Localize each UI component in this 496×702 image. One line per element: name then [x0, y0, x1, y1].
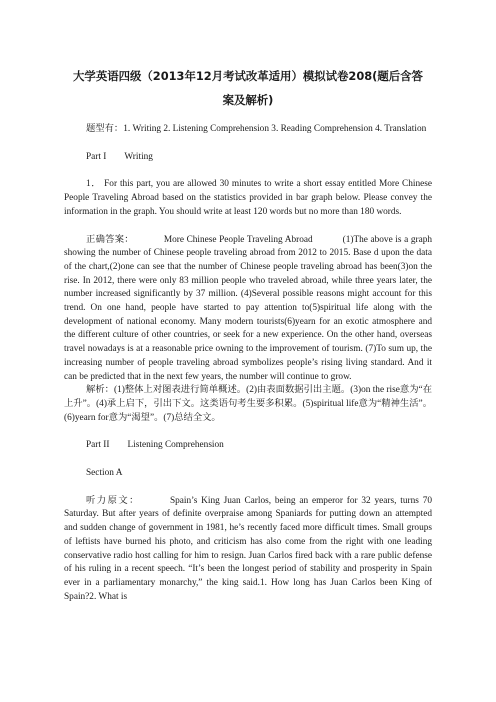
transcript-paragraph	[64, 495, 432, 605]
transcript-body: Spain’s King Juan Carlos, being an emperor for 32 years, turns 70 Saturday. But after years of definite overpraise among Spaniards for putting down an attempted and sudden change of government in 1981, he’s recently faced more difficult times. Small groups of leftists have burned his photo, and criticism has also come from the right with one leading conservative radio host calling for him to resign. Juan Carlos fired back with a rare public defense of his ruling in a recent speech. “It’s been the longest period of stability and prosperity in Spain ever in a parliamentary monarchy,” the king said.1. How long has Juan Carlos been King of Spain?2. What is	[64, 495, 432, 602]
question-types	[64, 123, 432, 137]
title-line-1: 大学英语四级（2013年12月考试改革适用）模拟试卷208(题后含答	[73, 69, 423, 83]
title-line-2: 案及解析)	[222, 93, 274, 107]
question-1: 1． For this part, you are allowed 30 minutes to write a short essay entitled More Chinese People Traveling Abroad based on the statistics provided in bar graph below. Please convey the information in the graph. You should write at least 120 words but no more than 180 words.	[64, 179, 432, 217]
answer-label: 正确答案：	[86, 234, 134, 245]
part2-label: Part II	[86, 440, 110, 451]
part2-name: Listening Comprehension	[127, 440, 224, 451]
answer-essay-title: More Chinese People Traveling Abroad	[163, 234, 313, 245]
analysis-body: (1)整体上对图表进行简单概述。(2)由表面数据引出主题。(3)on the rise意为“在上升”。(4)承上启下，引出下文。这类语句考生要多积累。(5)spiritual life意为“精神生活”。(6)yearn for意为“渴望”。(7)总结全文。	[64, 385, 432, 423]
part1-heading	[64, 151, 432, 165]
part1-name: Writing	[124, 151, 153, 162]
part1-label: Part I	[86, 151, 107, 162]
question-types-list: 1. Writing 2. Listening Comprehension 3. Reading Comprehension 4. Translation	[123, 124, 427, 134]
question-types-label: 题型有：	[86, 124, 124, 134]
answer-essay-body: (1)The above is a graph showing the number of Chinese people traveling abroad from 2012 to 2015. Base d upon the data of the chart,(2)one can see that the number of Chinese people traveling abroad has been(3)on the rise. In 2012, there were only 83 million people who traveled abroad, while three years later, the number increased significantly by 37 million. (4)Several possible reasons might account for this trend. On one hand, people have started to pay attention to(5)spiritual life along with the development of national economy. Many modern tourists(6)yearn for an exotic atmosphere and the different culture of other countries, or seek for a new experience. On the other hand, overseas travel nowadays is at a reasonable price owning to the improvement of tourism. (7)To sum up, the increasing number of people traveling abroad symbolizes people’s rising living standard. And it can be predicted that in the next few years, the number will continue to grow.	[64, 234, 432, 382]
analysis-paragraph	[64, 384, 432, 425]
section-a-heading: Section A	[86, 468, 123, 479]
analysis-label: 解析：	[86, 385, 114, 396]
document-title	[64, 64, 432, 112]
answer-paragraph	[64, 234, 432, 385]
transcript-label: 听力原文：	[86, 495, 140, 506]
part2-heading	[64, 439, 432, 453]
